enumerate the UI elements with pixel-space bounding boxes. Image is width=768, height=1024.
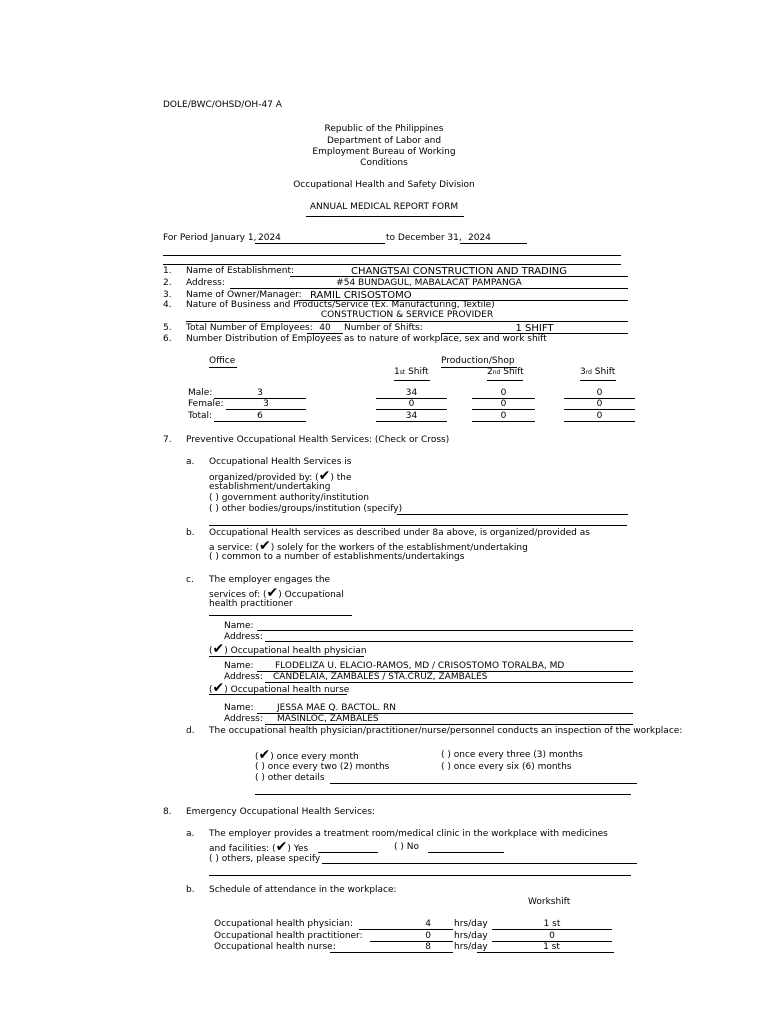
inspection-three-months-option[interactable]: ( ) once every three (3) months (441, 750, 583, 760)
clinic-no-option[interactable]: ( ) No (394, 842, 419, 852)
yes-line (318, 852, 378, 853)
inspection-six-months-option[interactable]: ( ) once every six (6) months (441, 762, 572, 772)
nurse-address-label: Address: (224, 714, 263, 724)
workshift-header: Workshift (528, 897, 571, 907)
s7b-line2: a service: (✔) solely for the workers of the establishment/undertaking (209, 538, 528, 554)
practitioner-name-label: Name: (224, 621, 254, 631)
male-shift-3[interactable]: 0 (596, 388, 603, 398)
period-year-start[interactable]: 2024 (258, 233, 281, 243)
cell-line (214, 421, 306, 422)
section-number: 7. (163, 435, 172, 445)
subsection-letter: a. (186, 457, 195, 467)
schedule-unit: hrs/day (454, 919, 488, 929)
other-details-line[interactable] (330, 783, 637, 784)
production-header: Production/Shop (441, 356, 515, 366)
period-end-line (460, 243, 527, 244)
male-office[interactable]: 3 (257, 388, 263, 398)
practitioner-address-line[interactable] (265, 641, 633, 642)
s7b-line1: Occupational Health services as described under 8a above, is organized/provided as (209, 528, 590, 538)
form-title: ANNUAL MEDICAL REPORT FORM (309, 202, 459, 212)
period-year-end[interactable]: 2024 (468, 233, 491, 243)
schedule-nurse-shift[interactable]: 1 st (543, 942, 560, 952)
shift-2-header: 2nd Shift (487, 367, 524, 377)
schedule-unit: hrs/day (454, 942, 488, 952)
physician-address-label: Address: (224, 672, 263, 682)
s7c-line2: services of: (✔) Occupational (209, 585, 344, 601)
s8a-line1: The employer provides a treatment room/medical clinic in the workplace with medicines (209, 829, 608, 839)
s7d-line1: The occupational health physician/practitioner/nurse/personnel conducts an inspection of the workplace: (209, 726, 683, 736)
s7b-option-common[interactable]: ( ) common to a number of establishments/undertakings (209, 552, 465, 562)
schedule-practitioner-hrs[interactable]: 0 (425, 931, 431, 941)
shifts-label: Number of Shifts: (344, 323, 423, 333)
total-shift-1[interactable]: 34 (405, 411, 418, 421)
total-label: Total: (188, 411, 213, 421)
business-line (186, 321, 628, 322)
total-shift-3[interactable]: 0 (596, 411, 603, 421)
schedule-line (492, 929, 612, 930)
period-middle: to December 31, (386, 233, 462, 243)
business-label: Nature of Business and Products/Service (Ex. Manufacturing, Textile) (186, 300, 495, 310)
female-shift-3[interactable]: 0 (596, 399, 603, 409)
female-shift-1[interactable]: 0 (408, 399, 415, 409)
schedule-line (330, 952, 453, 953)
check-mark-icon[interactable]: ✔ (318, 468, 331, 484)
subsection-letter: b. (186, 885, 195, 895)
subsection-letter: b. (186, 528, 195, 538)
schedule-practitioner-label: Occupational health practitioner: (214, 931, 363, 941)
clinic-others-option[interactable]: ( ) others, please specify (209, 854, 321, 864)
schedule-practitioner-shift[interactable]: 0 (549, 931, 555, 941)
cell-line (472, 409, 535, 410)
schedule-unit: hrs/day (454, 931, 488, 941)
s8b-line1: Schedule of attendance in the workplace: (209, 885, 397, 895)
item-number: 4. (163, 300, 172, 310)
form-code: DOLE/BWC/OHSD/OH-47 A (163, 100, 282, 110)
department-title: Department of Labor and (326, 136, 442, 146)
subsection-letter: c. (186, 575, 194, 585)
physician-option: (✔) Occupational health physician (209, 641, 367, 657)
no-line (428, 852, 504, 853)
establishment-value[interactable]: CHANGTSAI CONSTRUCTION AND TRADING (350, 266, 568, 277)
s7c-line3: health practitioner (209, 599, 293, 609)
check-mark-icon[interactable]: ✔ (259, 538, 271, 554)
business-value[interactable]: CONSTRUCTION & SERVICE PROVIDER (320, 310, 494, 320)
period-start-line (255, 243, 385, 244)
physician-name-label: Name: (224, 661, 254, 671)
address-label: Address: (186, 278, 225, 288)
schedule-physician-shift[interactable]: 1 st (543, 919, 561, 929)
item-number: 1. (163, 266, 172, 276)
division-title: Occupational Health and Safety Division (293, 180, 475, 190)
section8-title: Emergency Occupational Health Services: (186, 807, 376, 817)
clinic-yes-option: and facilities: (✔) Yes (209, 839, 309, 855)
check-mark-icon[interactable]: ✔ (212, 680, 225, 696)
item-number: 2. (163, 278, 172, 288)
total-office[interactable]: 6 (257, 411, 263, 421)
others-line (209, 875, 631, 876)
address-value[interactable]: #54 BUNDAGUL, MABALACAT PAMPANGA (336, 278, 522, 288)
section-number: 8. (163, 807, 172, 817)
shift-1-header: 1st Shift (394, 367, 429, 377)
conditions-title: Conditions (360, 158, 408, 168)
employees-value[interactable]: 40 (319, 323, 331, 333)
total-shift-2[interactable]: 0 (500, 411, 507, 421)
owner-label: Name of Owner/Manager: (186, 290, 302, 300)
bureau-title: Employment Bureau of Working (312, 147, 456, 157)
republic-title: Republic of the Philippines (324, 124, 444, 134)
schedule-nurse-label: Occupational health nurse: (214, 942, 336, 952)
s7a-line1: Occupational Health Services is (209, 457, 352, 467)
physician-address-value[interactable]: CANDELAIA, ZAMBALES / STA.CRUZ, ZAMBALES (273, 672, 488, 682)
other-details-line (255, 794, 631, 795)
schedule-line (359, 929, 453, 930)
subsection-letter: a. (186, 829, 195, 839)
cell-line (564, 409, 635, 410)
practitioner-address-label: Address: (224, 632, 263, 642)
nurse-name-label: Name: (224, 703, 254, 713)
schedule-physician-hrs[interactable]: 4 (425, 919, 431, 929)
physician-name-value[interactable]: FLODELIZA U. ELACIO-RAMOS, MD / CRISOSTOMO TORALBA, MD (275, 661, 565, 671)
female-label: Female: (188, 399, 224, 409)
check-mark-icon[interactable]: ✔ (275, 839, 288, 855)
shift-3-header: 3rd Shift (580, 367, 616, 377)
item-number: 3. (163, 290, 172, 300)
schedule-line (477, 952, 614, 953)
s7c-line1: The employer engages the (209, 575, 331, 585)
owner-value[interactable]: RAMIL CRISOSTOMO (310, 290, 412, 301)
cell-line (472, 421, 535, 422)
nurse-line (209, 694, 347, 695)
cell-line (376, 409, 447, 410)
nurse-option: (✔) Occupational health nurse (209, 680, 350, 696)
practitioner-line (209, 615, 352, 616)
check-mark-icon[interactable]: ✔ (212, 641, 225, 657)
shift-3-underline (580, 380, 616, 381)
male-label: Male: (188, 388, 213, 398)
period-prefix: For Period January 1, (163, 233, 257, 243)
check-mark-icon[interactable]: ✔ (266, 585, 279, 601)
female-office[interactable]: 3 (263, 399, 269, 409)
s7a-option-other[interactable]: ( ) other bodies/groups/institution (specify) (209, 504, 403, 514)
establishment-line (290, 276, 628, 277)
specify-line (209, 525, 627, 526)
cell-line (226, 409, 306, 410)
item-number: 5. (163, 323, 172, 333)
physician-line (209, 656, 364, 657)
address-line (230, 288, 628, 289)
female-shift-2[interactable]: 0 (500, 399, 507, 409)
office-header: Office (209, 356, 236, 366)
shifts-value[interactable]: 1 SHIFT (515, 323, 554, 334)
male-shift-1[interactable]: 34 (405, 388, 418, 398)
inspection-monthly-option: (✔) once every month (255, 747, 359, 763)
male-shift-2[interactable]: 0 (500, 388, 507, 398)
s7a-line3: establishment/undertaking (209, 482, 331, 492)
schedule-nurse-hrs[interactable]: 8 (425, 942, 431, 952)
section7-title: Preventive Occupational Health Services: (Check or Cross) (186, 435, 450, 445)
subsection-letter: d. (186, 726, 195, 736)
s7a-option-government[interactable]: ( ) government authority/institution (209, 493, 369, 503)
distribution-label: Number Distribution of Employees as to nature of workplace, sex and work shift (186, 334, 547, 344)
practitioner-name-line[interactable] (257, 630, 633, 631)
nurse-address-value[interactable]: MASINLOC, ZAMBALES (277, 714, 379, 724)
others-line[interactable] (322, 863, 637, 864)
title-underline (306, 216, 464, 217)
schedule-physician-label: Occupational health physician: (214, 919, 354, 929)
item-number: 6. (163, 334, 172, 344)
specify-line (397, 514, 628, 515)
office-header-underline (209, 367, 237, 368)
s7a-line2: organized/provided by: (✔) the (209, 468, 352, 484)
inspection-other-option[interactable]: ( ) other details (255, 773, 325, 783)
shift-1-underline (394, 380, 430, 381)
nurse-address-line (265, 724, 633, 725)
cell-line (376, 421, 447, 422)
inspection-two-months-option[interactable]: ( ) once every two (2) months (255, 762, 390, 772)
establishment-label: Name of Establishment: (186, 266, 295, 276)
shift-2-underline (487, 380, 523, 381)
separator-line (163, 255, 621, 256)
employees-label: Total Number of Employees: (186, 323, 313, 333)
separator-line (163, 264, 621, 265)
cell-line (564, 421, 635, 422)
check-mark-icon[interactable]: ✔ (258, 747, 271, 763)
nurse-name-value[interactable]: JESSA MAE Q. BACTOL. RN (277, 703, 396, 713)
